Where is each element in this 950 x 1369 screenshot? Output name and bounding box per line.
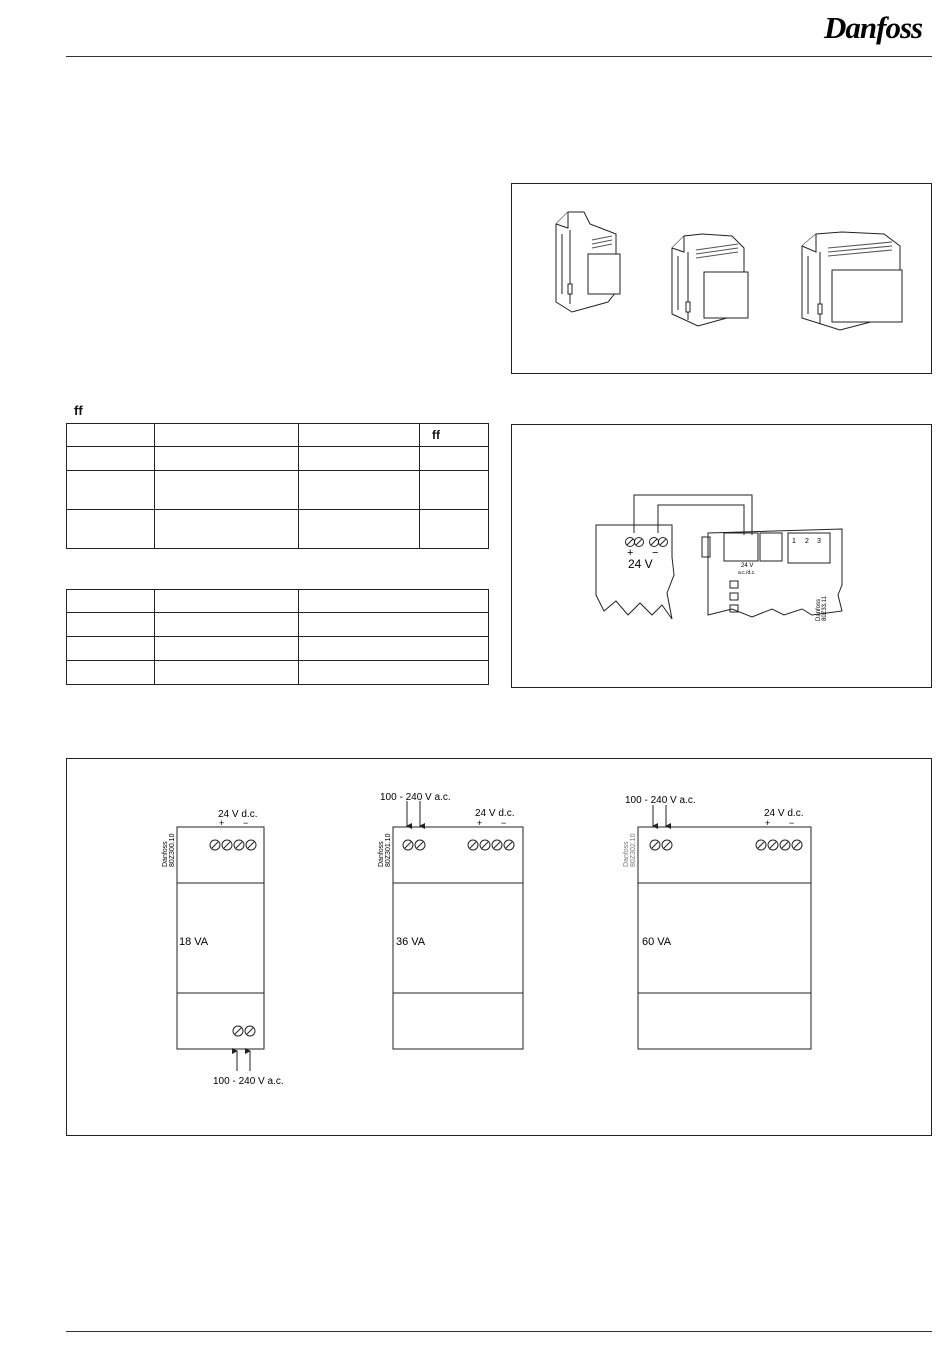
header-rule xyxy=(66,56,932,57)
unit1-ref-code: 80Z300.10 xyxy=(169,833,176,867)
table-cell xyxy=(299,590,489,613)
table-cell xyxy=(67,661,155,685)
controller-terminal-block xyxy=(724,533,758,561)
table-cell xyxy=(155,613,299,637)
unit1-output-label: 24 V d.c. xyxy=(218,809,258,820)
logo-text: Danfoss xyxy=(824,10,923,45)
unit1-input-label: 100 - 240 V a.c. xyxy=(213,1076,284,1087)
unit3-ref-brand: Danfoss xyxy=(623,841,630,867)
danfoss-logo xyxy=(822,6,932,48)
module-small xyxy=(556,212,620,312)
wiring-ref-code: 80Z33.11 xyxy=(822,596,828,621)
controller-sub-label: a.c./d.c. xyxy=(738,570,756,576)
unit1-ref-brand: Danfoss xyxy=(162,841,169,867)
wiring-diagram-box xyxy=(511,424,932,688)
table-cell xyxy=(299,510,420,549)
table-cell xyxy=(155,447,299,471)
wiring-diagram xyxy=(512,425,931,687)
table-cell xyxy=(299,637,489,661)
table-cell xyxy=(299,613,489,637)
table-cell xyxy=(67,424,155,447)
unit2-rating: 36 VA xyxy=(396,936,426,948)
table-cell xyxy=(155,637,299,661)
table-cell xyxy=(299,424,420,447)
table-row xyxy=(67,471,489,510)
unit1-rating: 18 VA xyxy=(179,936,209,948)
unit3-ref-code: 80Z302.10 xyxy=(630,833,637,867)
product-illustration-box xyxy=(511,183,932,374)
table1-header-glyph: ff xyxy=(420,424,489,447)
table-cell xyxy=(420,447,489,471)
table-cell xyxy=(155,590,299,613)
din-rail-modules-drawing xyxy=(512,184,931,373)
table-row xyxy=(67,637,489,661)
unit2-plus: + xyxy=(477,818,483,828)
supply-minus: − xyxy=(652,547,659,559)
wiring-ref-brand: Danfoss xyxy=(816,598,822,621)
table-cell xyxy=(299,447,420,471)
table-cell xyxy=(67,637,155,661)
table-cell xyxy=(67,447,155,471)
terminal-number-3: 3 xyxy=(817,538,821,545)
table-cell xyxy=(67,510,155,549)
power-supply-units-box xyxy=(66,758,932,1136)
table-cell xyxy=(155,471,299,510)
table-cell xyxy=(67,471,155,510)
footer-rule xyxy=(66,1331,932,1332)
table1-caption: ff xyxy=(74,403,83,418)
terminal-number-1: 1 xyxy=(792,538,796,545)
unit2-minus: − xyxy=(501,818,507,828)
terminal-number-2: 2 xyxy=(805,538,809,545)
supply-voltage-label: 24 V xyxy=(628,557,653,571)
table-cell xyxy=(299,471,420,510)
table-2 xyxy=(66,589,489,685)
module-medium xyxy=(672,234,748,326)
table-cell xyxy=(155,661,299,685)
module-large xyxy=(802,232,902,330)
unit1-minus: − xyxy=(243,818,249,828)
unit2-input-label: 100 - 240 V a.c. xyxy=(380,792,451,803)
unit3-input-label: 100 - 240 V a.c. xyxy=(625,795,696,806)
supply-plus: + xyxy=(627,547,634,559)
unit3-rating: 60 VA xyxy=(642,936,672,948)
unit1-plus: + xyxy=(219,818,225,828)
table-cell xyxy=(67,590,155,613)
table-cell xyxy=(67,613,155,637)
table1-header-row xyxy=(67,424,489,447)
unit2-output-label: 24 V d.c. xyxy=(475,808,515,819)
table-1 xyxy=(66,423,489,549)
table-row xyxy=(67,447,489,471)
table-row xyxy=(67,613,489,637)
table-cell xyxy=(420,510,489,549)
table-cell xyxy=(155,424,299,447)
controller-voltage-label: 24 V xyxy=(741,563,754,569)
table-cell xyxy=(155,510,299,549)
unit3-minus: − xyxy=(789,818,795,828)
table-row xyxy=(67,590,489,613)
power-supply-terminal-diagrams xyxy=(67,759,931,1135)
unit3-output-label: 24 V d.c. xyxy=(764,808,804,819)
wire-plus xyxy=(634,495,752,535)
table-cell xyxy=(299,661,489,685)
table-cell xyxy=(420,471,489,510)
unit2-ref-brand: Danfoss xyxy=(378,841,385,867)
table-row xyxy=(67,510,489,549)
unit3-plus: + xyxy=(765,818,771,828)
wire-minus xyxy=(658,505,744,535)
unit2-ref-code: 80Z301.10 xyxy=(385,833,392,867)
table-row xyxy=(67,661,489,685)
